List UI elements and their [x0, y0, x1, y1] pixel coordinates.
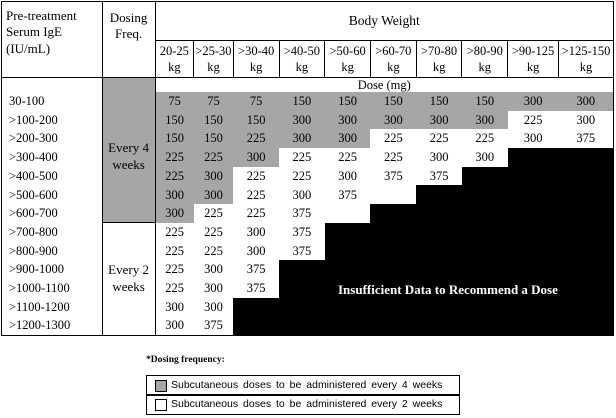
freq-dose-spacer [102, 78, 155, 93]
dose-cell: 300 [325, 167, 371, 186]
weight-range-label: >25-30 [195, 43, 232, 58]
legend-text-every-4-weeks: Subcutaneous doses to be administered every 4 weeks [171, 379, 443, 391]
dose-cell [370, 204, 416, 223]
dose-cell: 300 [194, 260, 234, 279]
dose-cell [559, 223, 614, 242]
dose-cell: 150 [370, 92, 416, 111]
dose-cell [462, 185, 508, 204]
dose-cell: 225 [416, 129, 462, 148]
ige-range-cell: 30-100 [2, 92, 103, 111]
dose-cell: 375 [194, 316, 234, 335]
dose-cell: 375 [233, 279, 279, 298]
weight-range-label: >70-80 [420, 43, 458, 58]
dose-cell: 150 [416, 92, 462, 111]
dose-cell [370, 260, 416, 279]
dose-cell: 300 [462, 111, 508, 130]
dose-cell [279, 260, 325, 279]
dose-cell: 225 [279, 148, 325, 167]
ige-range-cell: >1000-1100 [2, 279, 103, 298]
dose-cell: 225 [462, 129, 508, 148]
weight-column-header [279, 41, 325, 78]
dose-cell: 225 [233, 129, 279, 148]
dose-cell: 300 [325, 111, 371, 130]
dose-cell [559, 279, 614, 298]
table-row [2, 167, 614, 186]
weight-unit-label: kg [341, 60, 354, 74]
legend-text-every-2-weeks: Subcutaneous doses to be administered every 2 weeks [171, 398, 443, 410]
dose-cell: 300 [279, 129, 325, 148]
dose-cell: 225 [194, 148, 234, 167]
dose-cell: 375 [325, 185, 371, 204]
table-row [2, 223, 614, 242]
table-row [2, 242, 614, 261]
ige-range-cell: >900-1000 [2, 260, 103, 279]
dose-cell: 225 [508, 111, 559, 130]
ige-range-cell: >100-200 [2, 111, 103, 130]
dose-cell: 225 [155, 260, 194, 279]
dose-cell [325, 223, 371, 242]
table-row [2, 204, 614, 223]
dose-cell [370, 242, 416, 261]
dose-cell: 225 [155, 148, 194, 167]
dose-cell: 300 [233, 223, 279, 242]
dose-cell [508, 242, 559, 261]
dose-cell: 75 [155, 92, 194, 111]
dose-cell [462, 167, 508, 186]
dose-cell [325, 316, 371, 335]
weight-range-label: 20-25 [159, 43, 189, 58]
legend-item-every-4-weeks [146, 375, 460, 396]
dose-cell: 225 [194, 223, 234, 242]
dose-cell: 150 [233, 111, 279, 130]
weight-range-label: >125-150 [561, 43, 611, 58]
dose-cell [325, 298, 371, 317]
table-row [2, 148, 614, 167]
dose-cell: 225 [233, 185, 279, 204]
gray-swatch-icon [155, 380, 167, 392]
dose-cell [233, 316, 279, 335]
ige-range-cell: >200-300 [2, 129, 103, 148]
table-row [2, 185, 614, 204]
table-row [2, 298, 614, 317]
dose-cell [508, 167, 559, 186]
dose-cell: 300 [194, 298, 234, 317]
weight-range-label: >90-125 [511, 43, 555, 58]
white-swatch-icon [155, 399, 167, 411]
dose-cell: 225 [194, 204, 234, 223]
dose-cell [559, 316, 614, 335]
weight-unit-label: kg [168, 60, 181, 74]
dose-cell [416, 242, 462, 261]
dose-cell [559, 298, 614, 317]
dose-mg-header: Dose (mg) [155, 78, 614, 93]
dose-cell: 300 [508, 129, 559, 148]
dose-cell [370, 185, 416, 204]
dose-cell: 150 [155, 111, 194, 130]
dose-cell: 150 [462, 92, 508, 111]
weight-unit-label: kg [432, 60, 446, 74]
dose-cell: 300 [194, 185, 234, 204]
dosing-frequency-legend [146, 355, 460, 415]
dose-cell [325, 204, 371, 223]
weight-column-header [233, 41, 279, 78]
dose-cell [370, 316, 416, 335]
body-weight-header: Body Weight [155, 2, 614, 41]
table-row [2, 92, 614, 111]
dose-cell: 300 [559, 111, 614, 130]
dose-cell: 300 [233, 242, 279, 261]
weight-column-header [462, 41, 508, 78]
weight-column-header [155, 41, 194, 78]
dose-cell: 225 [370, 129, 416, 148]
dose-cell: 225 [194, 242, 234, 261]
weight-unit-label: kg [249, 60, 263, 74]
dose-cell: 300 [559, 92, 614, 111]
dose-cell: 300 [279, 185, 325, 204]
ige-range-cell: >800-900 [2, 242, 103, 261]
dose-cell: 300 [155, 185, 194, 204]
dose-cell [416, 316, 462, 335]
dose-cell: 375 [370, 167, 416, 186]
weight-unit-label: kg [478, 60, 492, 74]
dose-cell: 75 [233, 92, 279, 111]
table-row [2, 260, 614, 279]
dose-cell [559, 242, 614, 261]
dose-cell: 300 [370, 111, 416, 130]
dose-cell [233, 298, 279, 317]
dose-cell: 300 [508, 92, 559, 111]
dose-cell: 225 [233, 204, 279, 223]
dose-cell [559, 167, 614, 186]
dose-cell: 300 [325, 129, 371, 148]
dose-cell: 300 [155, 298, 194, 317]
dose-cell [559, 204, 614, 223]
weight-range-label: >80-90 [466, 43, 503, 58]
dose-cell [325, 260, 371, 279]
weight-column-header [370, 41, 416, 78]
dose-cell [462, 204, 508, 223]
weight-unit-label: kg [207, 60, 220, 74]
ige-range-cell: >1100-1200 [2, 298, 103, 317]
dose-cell: 300 [155, 204, 194, 223]
dose-cell: 375 [279, 204, 325, 223]
dose-cell: 300 [279, 111, 325, 130]
weight-unit-label: kg [295, 60, 309, 74]
weight-range-label: >60-70 [375, 43, 412, 58]
weight-column-header [325, 41, 371, 78]
dose-cell: 300 [416, 111, 462, 130]
weight-unit-label: kg [526, 60, 540, 74]
dose-cell [370, 223, 416, 242]
dose-cell [279, 279, 325, 298]
ige-range-cell: >700-800 [2, 223, 103, 242]
dose-cell: 300 [416, 148, 462, 167]
freq-every-2-weeks: Every 2 weeks [102, 223, 155, 336]
dose-cell [508, 204, 559, 223]
weight-range-label: >30-40 [238, 43, 275, 58]
dose-cell [325, 242, 371, 261]
dose-cell: 375 [559, 129, 614, 148]
ige-range-cell: >300-400 [2, 148, 103, 167]
dose-cell [416, 204, 462, 223]
dose-cell [508, 148, 559, 167]
dose-cell [462, 223, 508, 242]
dose-cell [416, 223, 462, 242]
dose-cell: 225 [233, 167, 279, 186]
dose-cell [370, 298, 416, 317]
dose-cell [279, 316, 325, 335]
dose-cell: 300 [462, 148, 508, 167]
dose-cell [462, 260, 508, 279]
dose-cell: 225 [279, 167, 325, 186]
freq-every-4-weeks: Every 4 weeks [102, 92, 155, 223]
weight-column-header [559, 41, 614, 78]
dose-cell [279, 298, 325, 317]
dose-cell [416, 298, 462, 317]
dose-cell: 150 [194, 129, 234, 148]
dose-cell: 150 [155, 129, 194, 148]
dose-cell: 375 [233, 260, 279, 279]
weight-column-header [194, 41, 234, 78]
dose-cell [508, 185, 559, 204]
insufficient-data-label: Insufficient Data to Recommend a Dose [338, 282, 558, 297]
dose-cell: 150 [325, 92, 371, 111]
dose-cell: 225 [325, 148, 371, 167]
ige-header: Pre-treatment Serum IgE (IU/mL) [2, 2, 103, 78]
dose-cell: 375 [279, 242, 325, 261]
dose-cell: 150 [194, 111, 234, 130]
dose-cell [416, 260, 462, 279]
dose-cell: 300 [233, 148, 279, 167]
table-row [2, 129, 614, 148]
dose-cell: 225 [155, 242, 194, 261]
table-row [2, 111, 614, 130]
dose-cell [462, 298, 508, 317]
dose-cell [416, 185, 462, 204]
dose-cell: 225 [155, 223, 194, 242]
weight-column-header [508, 41, 559, 78]
weight-range-label: >40-50 [283, 43, 320, 58]
dose-cell: 300 [194, 279, 234, 298]
weight-unit-label: kg [579, 60, 593, 74]
dose-cell [559, 260, 614, 279]
ige-range-cell: >400-500 [2, 167, 103, 186]
dose-cell [462, 242, 508, 261]
weight-unit-label: kg [387, 60, 400, 74]
dose-cell: 75 [194, 92, 234, 111]
dose-cell: 375 [279, 223, 325, 242]
dose-cell: 300 [194, 167, 234, 186]
dosing-frequency-header: Dosing Freq. [102, 2, 155, 78]
dose-cell: 225 [155, 167, 194, 186]
dose-cell: 150 [279, 92, 325, 111]
dose-cell: 225 [155, 279, 194, 298]
ige-range-cell: >600-700 [2, 204, 103, 223]
legend-title: *Dosing frequency: [146, 355, 225, 365]
weight-range-label: >50-60 [329, 43, 366, 58]
dose-cell: 375 [416, 167, 462, 186]
ige-range-cell: >1200-1300 [2, 316, 103, 335]
dose-cell [462, 316, 508, 335]
dose-cell [508, 316, 559, 335]
dose-cell [508, 223, 559, 242]
dose-cell [508, 260, 559, 279]
ige-range-cell: >500-600 [2, 185, 103, 204]
dose-cell: 225 [370, 148, 416, 167]
ige-dose-spacer [2, 78, 103, 93]
dose-cell [559, 185, 614, 204]
dose-cell [559, 148, 614, 167]
weight-column-header [416, 41, 462, 78]
legend-item-every-2-weeks [146, 394, 460, 415]
dose-cell: 300 [155, 316, 194, 335]
dose-cell [508, 298, 559, 317]
table-row [2, 316, 614, 335]
